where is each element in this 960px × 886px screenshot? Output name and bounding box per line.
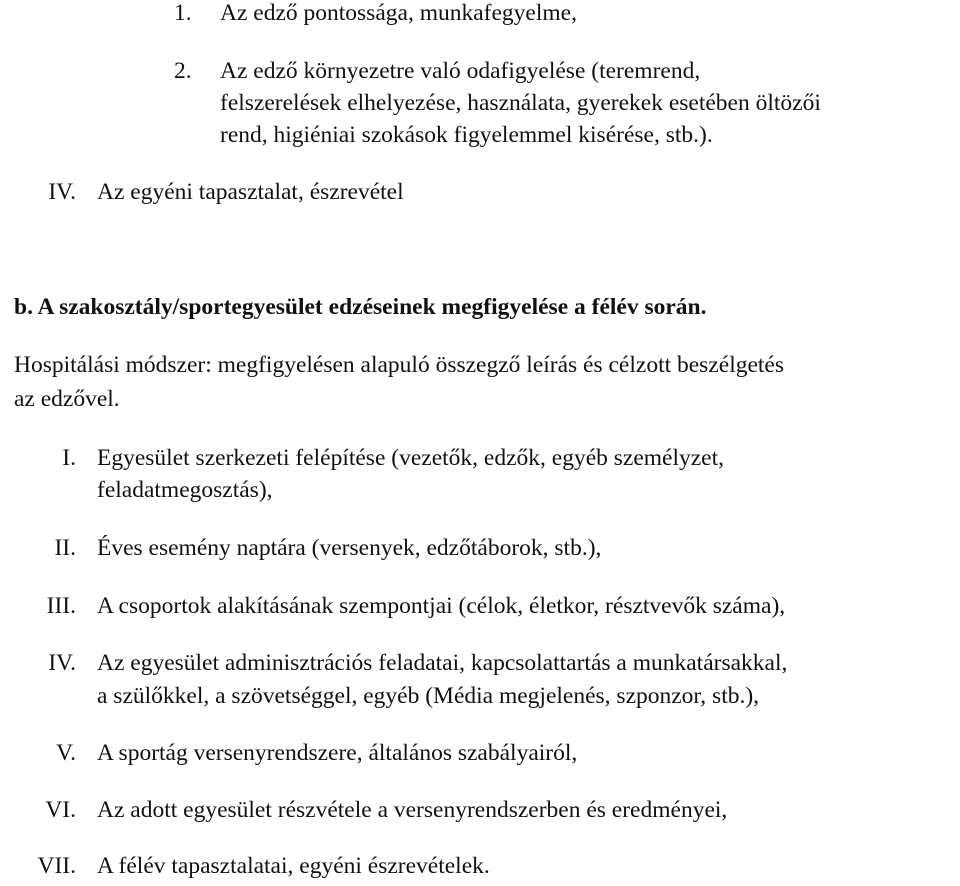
list-number: II. [54, 535, 76, 561]
section-title: Az egyéni tapasztalat, észrevétel [97, 179, 404, 205]
section-number: IV. [48, 179, 76, 205]
list-number: III. [46, 593, 76, 619]
list-number: IV. [48, 650, 76, 676]
list-item-text: A sportág versenyrendszere, általános szabályairól, [97, 740, 578, 766]
list-item-text: Az adott egyesület részvétele a versenyrendszerben és eredményei, [97, 797, 728, 823]
list-number: VI. [45, 797, 76, 823]
list-item-text: Az edző pontossága, munkafegyelme, [220, 0, 577, 26]
paragraph-line: Hospitálási módszer: megfigyelésen alapuló összegző leírás és célzott beszélgetés [14, 352, 785, 378]
list-item-text: feladatmegosztás), [97, 477, 273, 503]
list-item-text: Éves esemény naptára (versenyek, edzőtáborok, stb.), [97, 535, 602, 561]
list-item-text: Az egyesület adminisztrációs feladatai, kapcsolattartás a munkatársakkal, [97, 650, 788, 676]
section-heading: b. A szakosztály/sportegyesület edzéseinek megfigyelése a félév során. [14, 294, 707, 320]
list-number: V. [56, 740, 76, 766]
paragraph-line: az edzővel. [14, 386, 120, 412]
list-item-text: Egyesület szerkezeti felépítése (vezetők, edzők, egyéb személyzet, [97, 445, 725, 471]
list-number: 2. [174, 58, 192, 84]
list-item-text: Az edző környezetre való odafigyelése (teremrend, [220, 58, 701, 84]
list-item-text: felszerelések elhelyezése, használata, gyerekek esetében öltözői [220, 90, 821, 116]
list-item-text: rend, higiéniai szokások figyelemmel kisérése, stb.). [220, 122, 713, 148]
list-item-text: A félév tapasztalatai, egyéni észrevételek. [97, 853, 490, 879]
list-number: I. [62, 445, 76, 471]
list-item-text: a szülőkkel, a szövetséggel, egyéb (Média megjelenés, szponzor, stb.), [97, 683, 760, 709]
list-item-text: A csoportok alakításának szempontjai (célok, életkor, résztvevők száma), [97, 593, 786, 619]
list-number: 1. [174, 0, 192, 26]
list-number: VII. [37, 853, 76, 879]
